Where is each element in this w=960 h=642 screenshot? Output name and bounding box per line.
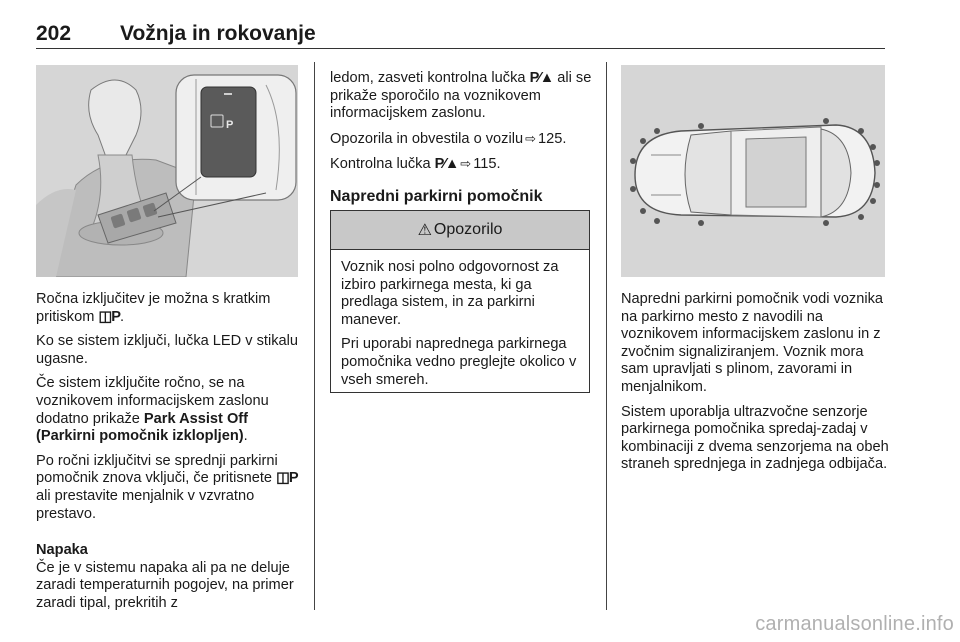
- paragraph: Sistem uporablja ultrazvočne senzorje parkirnega pomočnika spredaj-zadaj v kombinaciji z dvema senzorjema na obeh straneh sprednjega in zadnjega odbijača.: [621, 403, 889, 473]
- gearshift-switch-illustration: [36, 65, 298, 277]
- warning-title: Opozorilo: [433, 221, 503, 238]
- paragraph: [36, 453, 304, 523]
- paragraph: [330, 130, 596, 149]
- svg-text:P: P: [226, 119, 234, 131]
- paragraph-text: Opozorila in obvestila o vozilu: [330, 130, 524, 147]
- bold-message: Park Assist Off (Parkirni pomočnik izklopljen): [36, 410, 249, 445]
- warning-body: [331, 250, 589, 389]
- park-assist-icon: ◫P: [98, 308, 120, 325]
- paragraph-text: .: [119, 308, 125, 325]
- page-header: [36, 18, 886, 50]
- column-divider-1: [314, 62, 315, 610]
- paragraph: [330, 155, 596, 174]
- paragraph-text: ledom, zasveti kontrolna lučka: [330, 70, 526, 86]
- column-3: [621, 291, 891, 481]
- paragraph: [330, 70, 596, 123]
- section-title: Vožnja in rokovanje: [120, 22, 316, 45]
- column-divider-2: [606, 62, 607, 610]
- page-ref[interactable]: 115.: [473, 156, 501, 173]
- paragraph-text: Kontrolna lučka: [330, 156, 431, 173]
- paragraph-text: ali prestavite menjalnik v vzvratno prestavo.: [36, 487, 255, 522]
- park-assist-lamp-icon: P⁄▲: [434, 156, 459, 173]
- paragraph: [36, 375, 304, 445]
- park-assist-icon: ◫P: [276, 470, 298, 487]
- subheading-napaka: Napaka: [36, 542, 88, 559]
- paragraph-text: .: [243, 428, 248, 445]
- paragraph: [36, 291, 304, 326]
- page-number: 202: [36, 22, 72, 45]
- warning-box: [330, 210, 590, 393]
- warning-header: [331, 211, 589, 250]
- paragraph: Napredni parkirni pomočnik vodi voznika na parkirno mesto z navodili na voznikovem informacijskem zaslonu in z zvočnim signaliziranjem. Voznik mora sam upravljati s plinom, zavorami in menjalnikom.: [621, 291, 884, 395]
- car-sensors-illustration: [621, 65, 885, 277]
- warning-paragraph: Voznik nosi polno odgovornost za izbiro parkirnega mesta, ki ga predlaga sistem, in za parkirni manever.: [341, 259, 559, 328]
- paragraph-text: ali se prikaže sporočilo na voznikovem informacijskem zaslonu.: [330, 70, 592, 122]
- section-heading: Napredni parkirni pomočnik: [330, 187, 543, 205]
- warning-triangle-icon: ⚠: [417, 222, 432, 239]
- warning-paragraph: Pri uporabi naprednega parkirnega pomočnika vedno preglejte okolico v vseh smereh.: [341, 336, 577, 388]
- column-2: [330, 70, 596, 206]
- paragraph-text: Po ročni izključitvi se sprednji parkirni pomočnik znova vključi, če pritisnete: [36, 452, 278, 487]
- paragraph-text: Če sistem izključite ročno, se na voznikovem informacijskem zaslonu dodatno prikaže: [36, 375, 269, 427]
- page-ref[interactable]: 125.: [537, 130, 567, 147]
- column-1: [36, 291, 304, 620]
- header-divider: [36, 48, 885, 49]
- park-assist-lamp-icon: P⁄▲: [529, 70, 554, 86]
- page-ref-arrow-icon: ⇨: [525, 130, 536, 146]
- paragraph: Če je v sistemu napaka ali pa ne deluje zaradi temperaturnih pogojev, na primer zaradi tipal, prekritih z: [36, 559, 294, 611]
- page-ref-arrow-icon: ⇨: [460, 156, 472, 172]
- paragraph: Ko se sistem izključi, lučka LED v stikalu ugasne.: [36, 333, 298, 367]
- paragraph-text: Ročna izključitev je možna s kratkim pritiskom: [36, 291, 271, 325]
- watermark: carmanualsonline.info: [755, 613, 954, 635]
